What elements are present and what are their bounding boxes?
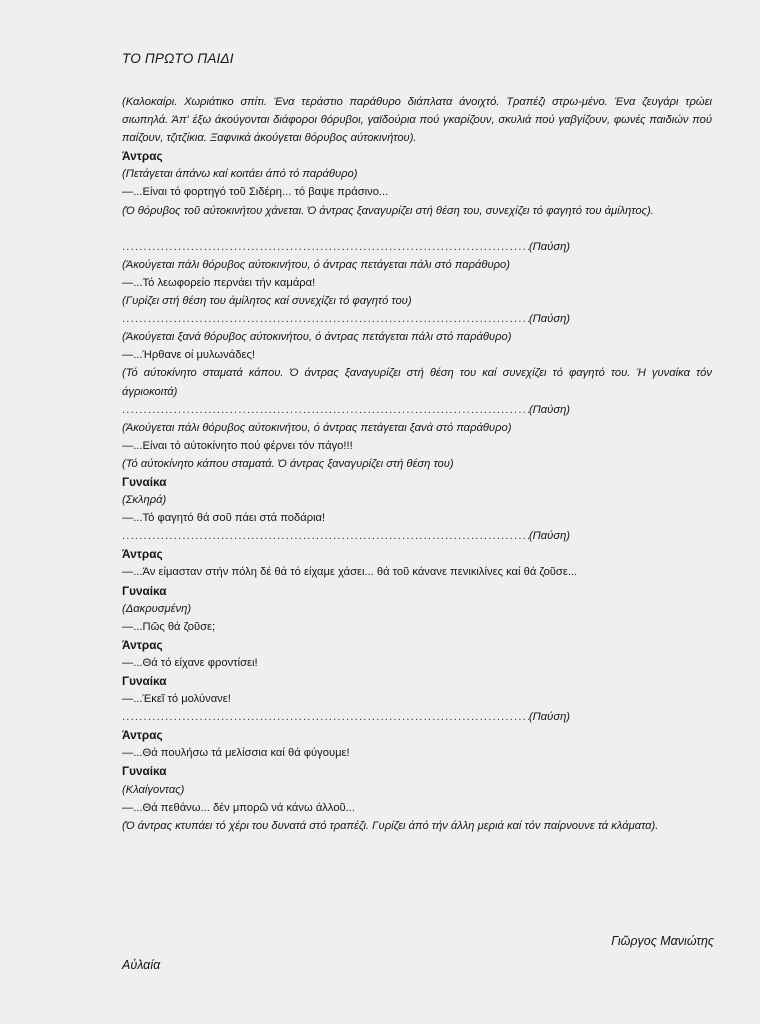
stage-direction: (Άκούγεται πάλι θόρυβος αύτοκινήτου, ό άντρας πετάγεται ξανά στό παράθυρο) [122, 421, 512, 434]
page-title: ΤΟ ΠΡΩΤΟ ΠΑΙΔΙ [122, 51, 234, 66]
dialogue-line: —...Θά τό είχανε φροντίσει! [122, 656, 258, 669]
dialogue-line: —...Πῶς θά ζοῦσε; [122, 620, 216, 633]
stage-direction: (Τό αύτοκίνητο σταματά κάπου. Ό άντρας ξαναγυρίζει στή θέση του καί συνεχίζει τό φαγητό του. Ή γυναίκα τόν άγριοκοιτά) [122, 367, 712, 398]
speaker-name: Άντρας [122, 149, 163, 164]
pause-line [122, 310, 570, 328]
speaker-name: Γυναίκα [122, 764, 167, 779]
pause-line [122, 527, 570, 545]
stage-direction: (Δακρυσμένη) [122, 602, 192, 615]
stage-direction: (Τό αύτοκίνητο κάπου σταματά. Ό άντρας ξαναγυρίζει στή θέση του) [122, 457, 454, 470]
pause-label: (Παύση) [528, 711, 570, 724]
dialogue-line: —...Έκεῖ τό μολύνανε! [122, 693, 231, 706]
speaker-name: Γυναίκα [122, 674, 167, 688]
pause-line [122, 708, 570, 726]
dotted-leader [122, 708, 529, 726]
dialogue-line: —...Άν είμασταν στήν πόλη δέ θά τό είχαμε χάσει... θά τοῦ κάνανε πενικιλίνες καί θά ζοῦσε... [122, 566, 578, 579]
play-text [122, 93, 712, 835]
pause-label: (Παύση) [528, 403, 570, 416]
dialogue-line: —...Θά πουλήσω τά μελίσσια καί θά φύγουμε! [122, 747, 350, 760]
stage-direction: (Γυρίζει στή θέση του άμίλητος καί συνεχίζει τό φαγητό του) [122, 295, 412, 308]
dialogue-line: —...Τό φαγητό θά σοῦ πάει στά ποδάρια! [122, 512, 326, 525]
pause-label: (Παύση) [528, 313, 570, 326]
speaker-name: Άντρας [122, 637, 163, 652]
stage-direction: (Ό άντρας κτυπάει τό χέρι του δυνατά στό τραπέζι. Γυρίζει άπό τήν άλλη μεριά καί τόν παίρνουνε τά κλάματα). [122, 819, 659, 832]
dotted-leader [122, 310, 529, 328]
dialogue-line: —...Είναι τό φορτηγό τοῦ Σιδέρη... τό βαψε πράσινο... [122, 186, 389, 199]
pause-line [122, 238, 570, 256]
stage-direction: (Άκούγεται πάλι θόρυβος αύτοκινήτου, ό άντρας πετάγεται πάλι στό παράθυρο) [122, 258, 510, 271]
dialogue-line: —...Είναι τό αύτοκίνητο πού φέρνει τόν πάγο!!! [122, 439, 353, 452]
speaker-name: Γυναίκα [122, 474, 167, 489]
stage-direction: (Κλαίγοντας) [122, 783, 185, 796]
source-name: Αὐλαία [122, 958, 161, 972]
dotted-leader [122, 401, 529, 419]
pause-label: (Παύση) [528, 240, 570, 253]
speaker-name: Γυναίκα [122, 583, 167, 598]
stage-direction: (Σκληρά) [122, 494, 167, 507]
pause-label: (Παύση) [528, 530, 570, 543]
stage-direction: (Καλοκαίρι. Χωριάτικο σπίτι. Ένα τεράστιο παράθυρο διάπλατα άνοιχτό. Τραπέζι στρω-μένο. Ένα ζευγάρι τρώει σιωπηλά. Άπ' έξω άκούγονται διάφοροι θόρυβοι, γαϊδούρια πού γκαρίζουν, σκυλιά πού γαβγίζουν, φωνές παιδιών πού παίζουν, τζιτζίκια. Ξαφνικά άκούγεται θόρυβος αύτοκινήτου). [122, 96, 712, 145]
pause-line [122, 401, 570, 419]
speaker-name: Άντρας [122, 728, 163, 743]
speaker-name: Άντρας [122, 547, 163, 562]
dotted-leader [122, 238, 529, 256]
dialogue-line: —...Θά πεθάνω... δέν μπορῶ νά κάνω άλλοῦ... [122, 801, 355, 814]
dialogue-line: —...Τό λεωφορείο περνάει τήν καμάρα! [122, 276, 316, 289]
stage-direction: (Ό θόρυβος τοῦ αύτοκινήτου χάνεται. Ό άντρας ξαναγυρίζει στή θέση του, συνεχίζει τό φαγητό του άμίλητος). [122, 204, 654, 217]
dialogue-line: —...Ήρθανε οί μυλωνάδες! [122, 349, 255, 362]
blank-line [122, 220, 712, 238]
author-name: Γιῶργος Μανιώτης [611, 934, 714, 948]
stage-direction: (Άκούγεται ξανά θόρυβος αύτοκινήτου, ό άντρας πετάγεται πάλι στό παράθυρο) [122, 331, 512, 344]
dotted-leader [122, 527, 529, 545]
stage-direction: (Πετάγεται άπάνω καί κοιτάει άπό τό παράθυρο) [122, 168, 358, 181]
